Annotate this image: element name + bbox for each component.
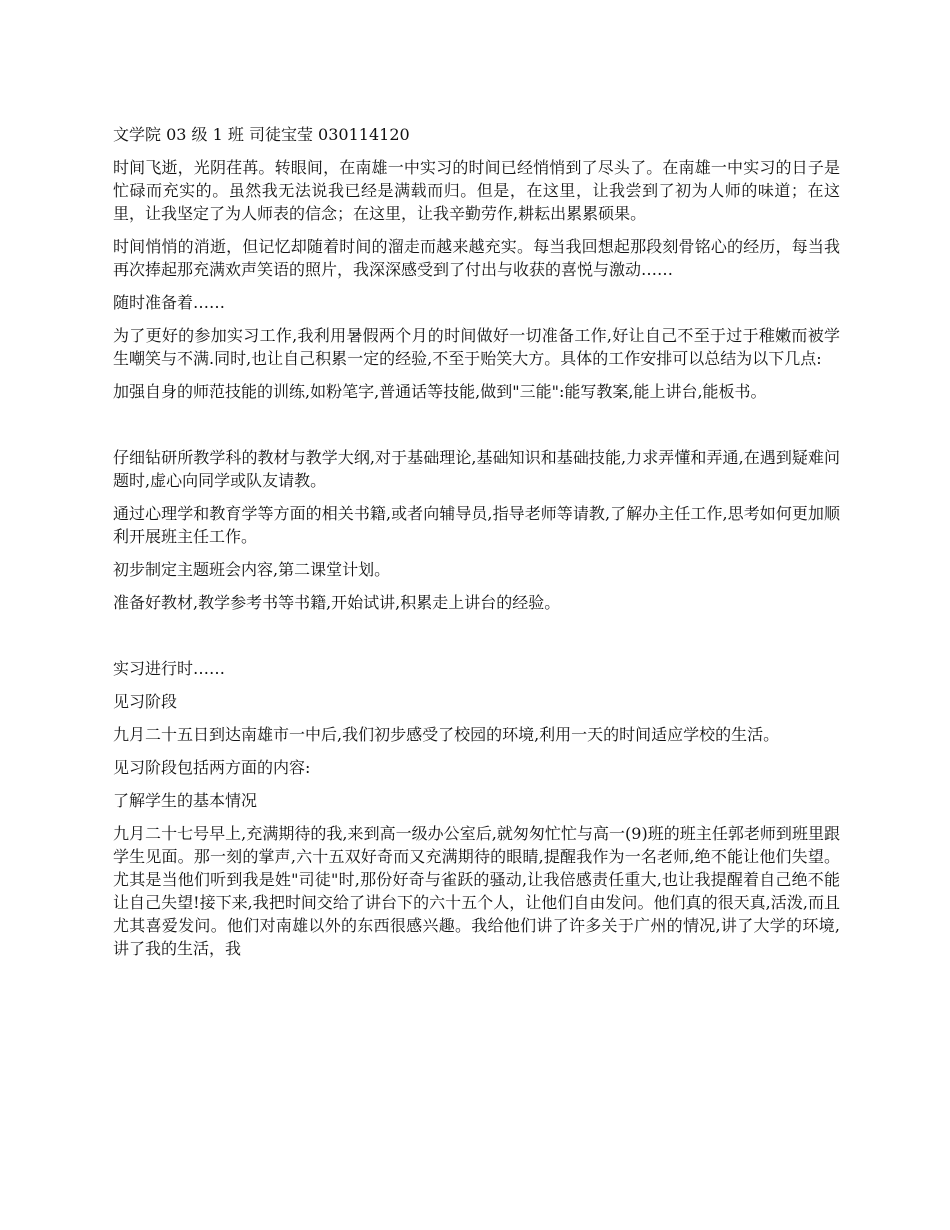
paragraph: 为了更好的参加实习工作,我利用暑假两个月的时间做好一切准备工作,好让自己不至于过于稚嫩而被学生嘲笑与不满.同时,也让自己积累一定的经验,不至于贻笑大方。具体的工作安排可以总结为以下几点: <box>113 326 840 368</box>
section-heading: 实习进行时…… <box>113 659 226 678</box>
blank-line <box>113 413 840 446</box>
section-heading: 了解学生的基本情况 <box>113 791 258 810</box>
document-page <box>113 123 840 970</box>
paragraph: 时间悄悄的消逝，但记忆却随着时间的溜走而越来越充实。每当我回想起那段刻骨铭心的经历，每当我再次捧起那充满欢声笑语的照片，我深深感受到了付出与收获的喜悦与激动…… <box>113 237 840 279</box>
document-header: 文学院 03 级 1 班 司徒宝莹 030114120 <box>113 125 410 144</box>
paragraph: 仔细钻研所教学科的教材与教学大纲,对于基础理论,基础知识和基础技能,力求弄懂和弄通,在遇到疑难问题时,虚心向同学或队友请教。 <box>113 448 840 490</box>
paragraph: 时间飞逝，光阴荏苒。转眼间，在南雄一中实习的时间已经悄悄到了尽头了。在南雄一中实习的日子是忙碌而充实的。虽然我无法说我已经是满载而归。但是，在这里，让我尝到了初为人师的味道；在这里，让我坚定了为人师表的信念；在这里，让我辛勤劳作,耕耘出累累硕果。 <box>113 158 840 223</box>
paragraph: 初步制定主题班会内容,第二课堂计划。 <box>113 560 391 579</box>
blank-line <box>113 624 840 657</box>
section-heading: 见习阶段 <box>113 692 178 711</box>
paragraph: 随时准备着…… <box>113 293 226 312</box>
paragraph: 九月二十五日到达南雄市一中后,我们初步感受了校园的环境,利用一天的时间适应学校的生活。 <box>113 725 780 744</box>
paragraph: 九月二十七号早上,充满期待的我,来到高一级办公室后,就匆匆忙忙与高一(9)班的班主任郭老师到班里跟学生见面。那一刻的掌声,六十五双好奇而又充满期待的眼睛,提醒我作为一名老师,绝不能让他们失望。尤其是当他们听到我是姓"司徒"时,那份好奇与雀跃的骚动,让我倍感责任重大,也让我提醒着自己绝不能让自己失望!接下来,我把时间交给了讲台下的六十五个人，让他们自由发问。他们真的很天真,活泼,而且尤其喜爱发问。他们对南雄以外的东西很感兴趣。我给他们讲了许多关于广州的情况,讲了大学的环境,讲了我的生活，我 <box>113 824 840 958</box>
paragraph: 加强自身的师范技能的训练,如粉笔字,普通话等技能,做到"三能":能写教案,能上讲台,能板书。 <box>113 382 767 401</box>
paragraph: 准备好教材,教学参考书等书籍,开始试讲,积累走上讲台的经验。 <box>113 593 561 612</box>
paragraph: 见习阶段包括两方面的内容: <box>113 758 311 777</box>
paragraph: 通过心理学和教育学等方面的相关书籍,或者向辅导员,指导老师等请教,了解办主任工作,思考如何更加顺利开展班主任工作。 <box>113 504 840 546</box>
